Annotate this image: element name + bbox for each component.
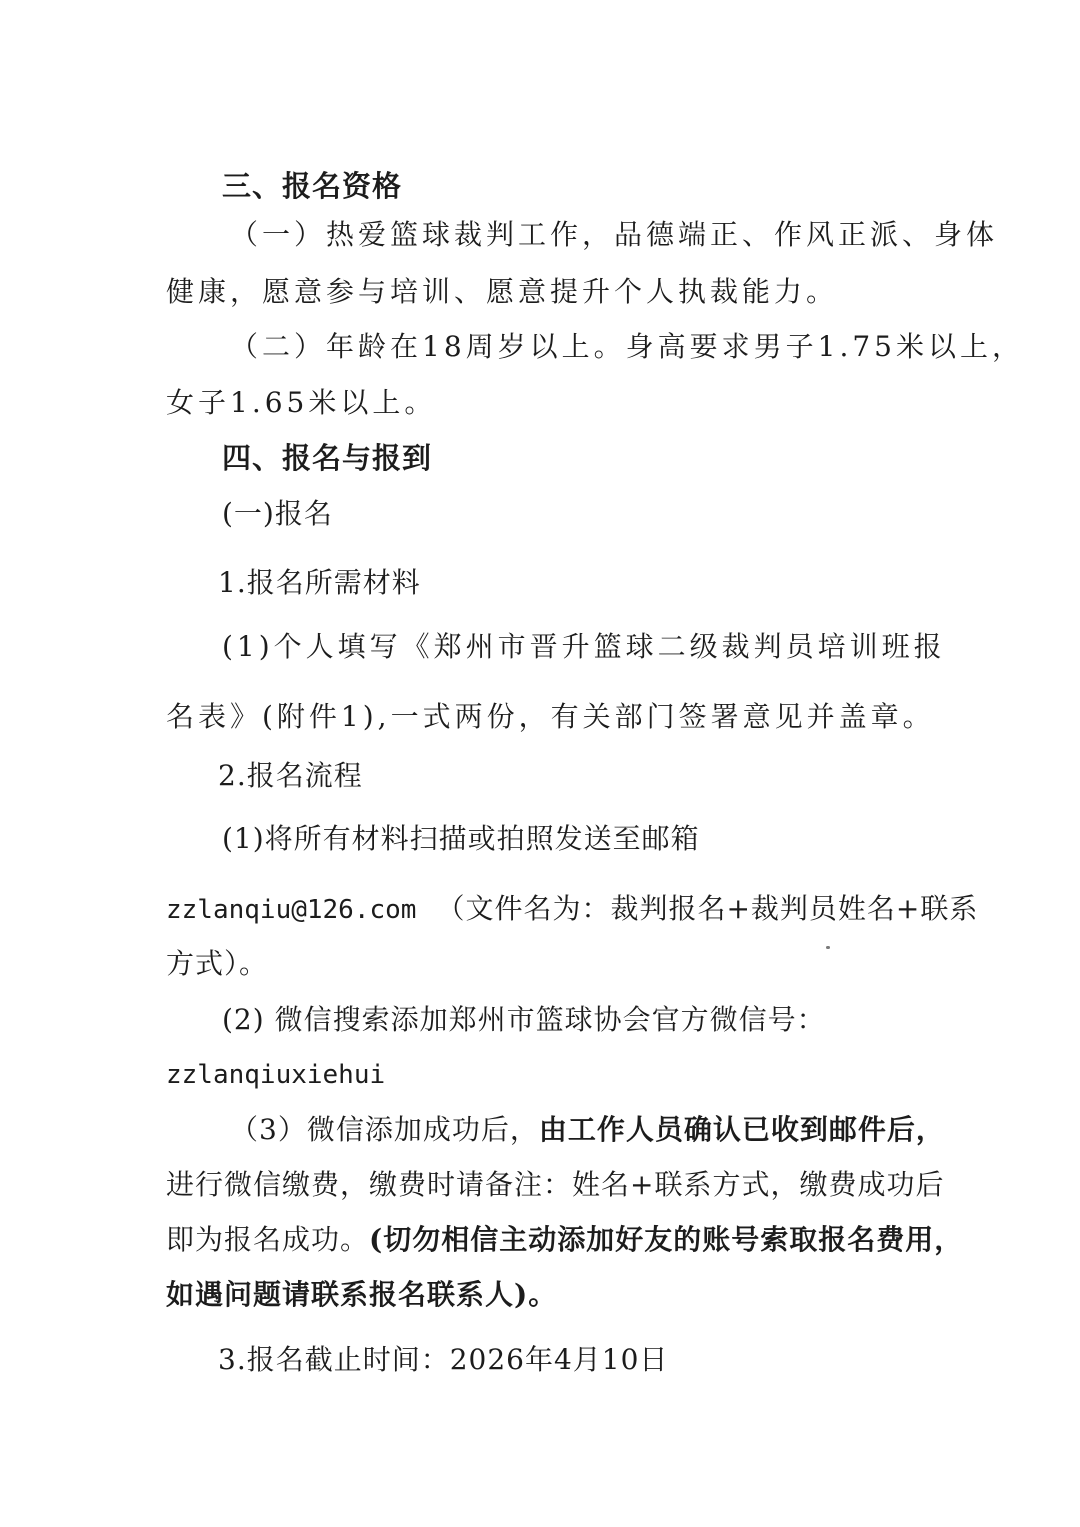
eligibility-item-2-line-2: 女子1.65米以上。 bbox=[166, 386, 437, 419]
wechat-id: zzlanqiuxiehui bbox=[166, 1060, 386, 1090]
section-3-heading: 三、报名资格 bbox=[222, 169, 403, 203]
step-3-line-3-text: 即为报名成功。 bbox=[166, 1223, 370, 1256]
file-name-instruction: （文件名为：裁判报名+裁判员姓名+联系 bbox=[436, 892, 979, 925]
step-3-line-1-text: （3）微信添加成功后， bbox=[230, 1113, 539, 1146]
process-step-1-line-1: (1)将所有材料扫描或拍照发送至邮箱 bbox=[222, 822, 700, 855]
registration-deadline: 3.报名截止时间：2026年4月10日 bbox=[218, 1343, 669, 1376]
process-title: 2.报名流程 bbox=[218, 759, 363, 792]
process-step-1-line-2 bbox=[166, 889, 978, 930]
scan-speck bbox=[826, 946, 830, 949]
process-step-3-line-4: 如遇问题请联系报名联系人)。 bbox=[166, 1278, 558, 1311]
materials-item-1-line-2: 名表》(附件1),一式两份，有关部门签署意见并盖章。 bbox=[166, 700, 935, 733]
eligibility-item-1-line-2: 健康，愿意参与培训、愿意提升个人执裁能力。 bbox=[166, 275, 839, 308]
step-3-line-3-warning: (切勿相信主动添加好友的账号索取报名费用， bbox=[369, 1223, 964, 1256]
process-step-3-line-1 bbox=[230, 1110, 945, 1150]
materials-item-1-line-1: (1)个人填写《郑州市晋升篮球二级裁判员培训班报 bbox=[222, 630, 946, 663]
section-4-heading: 四、报名与报到 bbox=[222, 441, 433, 475]
process-step-3-line-3 bbox=[166, 1220, 963, 1260]
process-step-1-line-3: 方式）。 bbox=[166, 947, 269, 980]
materials-title: 1.报名所需材料 bbox=[218, 566, 421, 599]
step-3-line-1-bold: 由工作人员确认已收到邮件后， bbox=[538, 1113, 945, 1146]
email-address: zzlanqiu@126.com bbox=[166, 895, 417, 925]
eligibility-item-1-line-1: （一）热爱篮球裁判工作，品德端正、作风正派、身体 bbox=[230, 218, 999, 251]
subsection-registration-title: (一)报名 bbox=[222, 497, 333, 530]
process-step-2-line-1: (2) 微信搜索添加郑州市篮球协会官方微信号： bbox=[222, 1003, 826, 1036]
eligibility-item-2-line-1: （二）年龄在18周岁以上。身高要求男子1.75米以上， bbox=[230, 330, 1024, 363]
process-step-3-line-2: 进行微信缴费，缴费时请备注：姓名+联系方式，缴费成功后 bbox=[166, 1168, 945, 1201]
